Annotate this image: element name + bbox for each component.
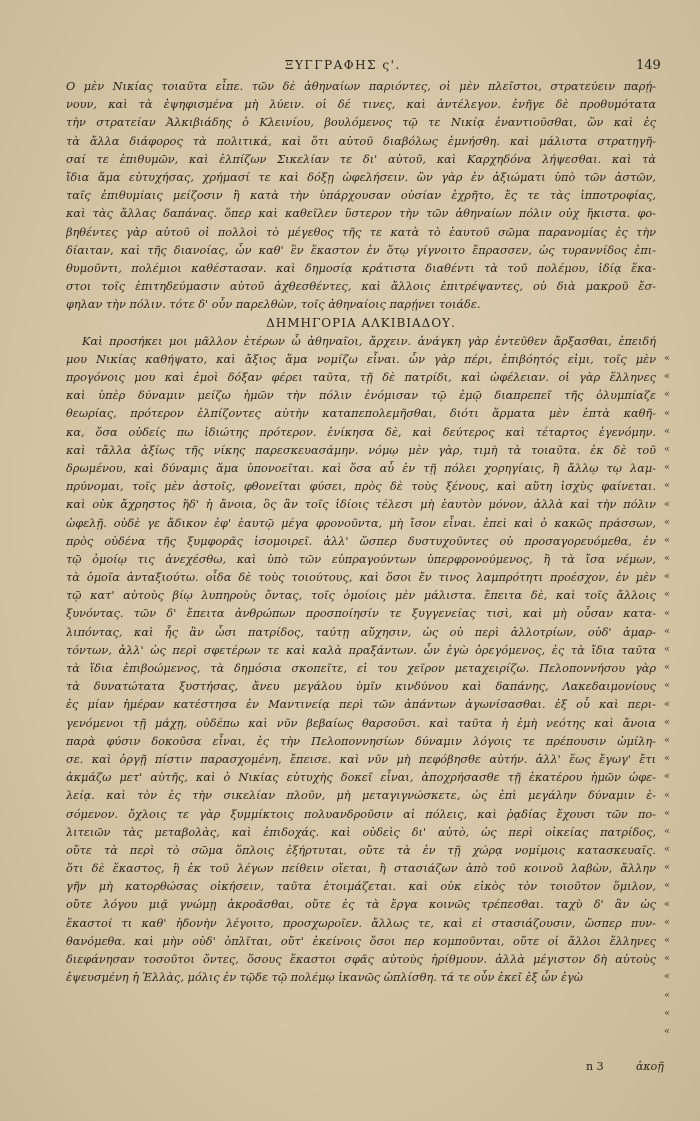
text-line: θανόμεθα. καὶ μὴν οὐδ' ὁπλῖται, οὔτ' ἐκείνοις ὅσοι περ κομποῦνται, οὔτε οἱ ἄλλοι ἕλληνες xyxy=(66,934,656,948)
margin-quotation-marks xyxy=(664,350,686,1041)
margin-quote-mark: « xyxy=(664,989,671,1001)
text-line: ἴδια ἅμα εὐτυχήσας, χρήμασί τε καὶ δόξῃ ὠφελήσειν. ὢν γὰρ ἐν ἀξιώματι ὑπὸ τῶν ἀστῶν, xyxy=(66,170,656,184)
margin-quote-mark: « xyxy=(664,844,671,856)
margin-quote-mark: « xyxy=(664,625,671,637)
text-line: δίαιταν, καὶ τῆς διανοίας, ὧν καθ' ἓν ἕκαστον ἐν ὅτῳ γίγνοιτο ἔπρασσεν, ὡς τυραννίδος ἐπι- xyxy=(66,243,656,257)
text-line: βηθέντες γὰρ αὐτοῦ οἱ πολλοὶ τὸ μέγεθος τῆς τε κατὰ τὸ ἑαυτοῦ σῶμα παρανομίας ἐς τὴν xyxy=(66,225,656,239)
text-line: διεφάνησαν τοσοῦτοι ὄντες, ὅσους ἕκαστοι σφᾶς αὐτοὺς ἠρίθμουν. ἀλλὰ μέγιστον δὴ αὐτοὺς xyxy=(66,953,656,966)
text-line: ἐψευσμένη ἡ Ἑλλὰς, μόλις ἐν τῷδε τῷ πολέμῳ ἱκανῶς ὡπλίσθη. τά τε οὖν ἐκεῖ ἐξ ὧν ἐγὼ xyxy=(66,971,584,985)
text-line: στοι τοῖς ἐπιτηδεύμασιν αὐτοῦ ἀχθεσθέντες, καὶ ἄλλοις ἐπιτρέψαντες, οὐ διὰ μακροῦ ἔσ- xyxy=(66,280,656,294)
section-heading: ΔΗΜΗΓΟΡΙΑ ΑΛΚΙΒΙΑΔΟΥ. xyxy=(266,316,456,331)
margin-quote-mark: « xyxy=(664,880,671,892)
margin-quote-mark: « xyxy=(664,935,671,946)
text-line: Καὶ προσήκει μοι μᾶλλον ἑτέρων ὦ ἀθηναῖοι, ἄρχειν. ἀνάγκη γὰρ ἐντεῦθεν ἄρξασθαι, ἐπειδή xyxy=(82,334,656,348)
page-number: 149 xyxy=(636,58,661,73)
text-line: νουν, καὶ τὰ ἐψηφισμένα μὴ λύειν. οἱ δέ τινες, καὶ ἀντέλεγον. ἐνῆγε δὲ προθυμότατα xyxy=(66,98,656,112)
text-line: τόντων, ἀλλ' ὡς περὶ σφετέρων τε καὶ καλὰ πραξάντων. ὧν ἐγὼ ὀρεγόμενος, ἐς τὰ ἴδια ταῦτα xyxy=(66,643,656,657)
text-line: γῆν μὴ κατορθώσας οἰκήσειν, ταῦτα ἑτοιμάζεται. καὶ οὐκ εἰκὸς τὸν τοιοῦτον ὅμιλον, xyxy=(66,880,656,894)
text-line: προγόνοις μου καὶ ἐμοὶ δόξαν φέρει ταῦτα, τῇ δὲ πατρίδι, καὶ ὠφέλειαν. οἱ γὰρ ἕλληνες xyxy=(66,371,656,384)
text-line: ἕκαστοί τι καθ' ἡδονὴν λέγοιτο, προσχωροῖεν. ἄλλως τε, καὶ εἰ στασιάζουσιν, ὥσπερ πυν- xyxy=(66,916,656,930)
text-line: Ο μὲν Νικίας τοιαῦτα εἶπε. τῶν δὲ ἀθηναίων παριόντες, οἱ μὲν πλεῖστοι, στρατεύειν παρῄ- xyxy=(66,80,656,93)
margin-quote-mark: « xyxy=(664,644,671,655)
text-line: ὅτι δὲ ἕκαστος, ἢ ἐκ τοῦ λέγων πείθειν οἴεται, ἢ στασιάζων ἀπὸ τοῦ κοινοῦ λαβὼν, ἄλλην xyxy=(66,862,656,876)
text-line: ἀκμάζω μετ' αὐτῆς, καὶ ὁ Νικίας εὐτυχὴς δοκεῖ εἶναι, ἀποχρήσασθε τῇ ἑκατέρου ἡμῶν ὠφε- xyxy=(66,771,656,785)
text-line: οὔτε τὰ περὶ τὸ σῶμα ὅπλοις ἐξήρτυται, οὔτε τὰ ἐν τῇ χώρᾳ νομίμοις κατασκευαῖς. xyxy=(66,843,656,857)
running-head: ΞΥΓΓΡΑΦΗΣ ς'. xyxy=(285,58,401,72)
margin-quote-mark: « xyxy=(664,825,671,837)
text-line: οὔτε λόγου μιᾷ γνώμῃ ἀκροᾶσθαι, οὔτε ἐς τὰ ἔργα κοινῶς τρέπεσθαι. ταχὺ δ' ἂν ὡς xyxy=(66,898,656,912)
margin-quote-mark: « xyxy=(664,534,671,546)
text-block xyxy=(66,78,656,987)
margin-quote-mark: « xyxy=(664,698,671,710)
text-line: ταῖς ἐπιθυμίαις μείζοσιν ἢ κατὰ τὴν ὑπάρχουσαν οὐσίαν ἐχρῆτο, ἔς τε τὰς ἱπποτροφίας, xyxy=(66,189,656,203)
text-line: σε. καὶ ὀργῇ πίστιν παρασχομένη, ἔπεισε. καὶ νῦν μὴ πεφόβησθε αὐτήν. ἀλλ' ἕως ἔγωγ' ἔτι xyxy=(66,752,656,766)
text-line: ὠφελῇ. οὐδὲ γε ἄδικον ἐφ' ἑαυτῷ μέγα φρονοῦντα, μὴ ἴσον εἶναι. ἐπεὶ καὶ ὁ κακῶς πράσσων, xyxy=(66,516,656,530)
text-line: τῷ ὁμοίῳ τις ἀνεχέσθω, καὶ ὑπὸ τῶν εὐπραγούντων ὑπερφρονούμενος, ἢ τὰ ἴσα νέμων, xyxy=(66,552,656,566)
signature-mark: n 3 xyxy=(586,1060,604,1073)
text-line: καὶ τὰς ἄλλας δαπάνας. ὅπερ καὶ καθεῖλεν ὕστερον τὴν τῶν ἀθηναίων πόλιν οὐχ ἥκιστα. φο- xyxy=(66,207,656,221)
text-line: τὰ ἄλλα διάφορος τὰ πολιτικά, καὶ ὅτι αὐτοῦ διαβόλως ἐμνήσθη. καὶ μάλιστα στρατηγῆ- xyxy=(66,134,656,148)
margin-quote-mark: « xyxy=(664,607,671,619)
margin-quote-mark: « xyxy=(664,807,671,819)
margin-quote-mark: « xyxy=(664,953,671,965)
text-line: κα, ὅσα οὐδείς πω ἰδιώτης πρότερον. ἐνίκησα δὲ, καὶ δεύτερος καὶ τέταρτος ἐγενόμην. xyxy=(66,425,656,439)
margin-quote-mark: « xyxy=(664,753,671,765)
margin-quote-mark: « xyxy=(664,589,671,601)
text-line: πρύνομαι, τοῖς μὲν ἀστοῖς, φθονεῖται φύσει, πρὸς δὲ τοὺς ξένους, καὶ αὕτη ἰσχὺς φαίνεται. xyxy=(66,480,656,494)
margin-quote-mark: « xyxy=(664,553,671,565)
margin-quote-mark: « xyxy=(664,771,671,783)
margin-quote-mark: « xyxy=(664,407,671,419)
margin-quote-mark: « xyxy=(664,389,671,401)
text-line: σόμενον. ὄχλοις τε γὰρ ξυμμίκτοις πολυανδροῦσιν αἱ πόλεις, καὶ ῥᾳδίας ἔχουσι τῶν πο- xyxy=(66,807,656,821)
margin-quote-mark: « xyxy=(664,680,671,692)
margin-quote-mark: « xyxy=(664,898,671,910)
text-line: τὰ δυνατώτατα ξυστήσας, ἄνευ μεγάλου ὑμῖν κινδύνου καὶ δαπάνης, Λακεδαιμονίους xyxy=(66,680,656,694)
margin-quote-mark: « xyxy=(664,1007,671,1019)
text-line: πρὸς οὐδένα τῆς ξυμφορᾶς ἰσομοιρεῖ. ἀλλ' ὥσπερ δυστυχοῦντες οὐ προσαγορευόμεθα, ἐν xyxy=(66,534,656,548)
text-line: τὴν στρατείαν Ἀλκιβιάδης ὁ Κλεινίου, βουλόμενος τῷ τε Νικίᾳ ἐναντιοῦσθαι, ὢν καὶ ἐς xyxy=(66,116,656,130)
text-line: μου Νικίας καθήψατο, καὶ ἄξιος ἅμα νομίζω εἶναι. ὧν γὰρ πέρι, ἐπιβόητός εἰμι, τοῖς μὲν xyxy=(66,352,656,366)
text-line: ἐς μίαν ἡμέραν κατέστησα ἐν Μαντινείᾳ περὶ τῶν ἁπάντων ἀγωνίσασθαι. ἐξ οὗ καὶ περι- xyxy=(66,698,656,712)
text-line: δρωμένου, καὶ δύναμις ἅμα ὑπονοεῖται. καὶ ὅσα αὖ ἐν τῇ πόλει χορηγίαις, ἢ ἄλλῳ τῳ λαμ- xyxy=(66,461,656,475)
margin-quote-mark: « xyxy=(664,734,671,746)
margin-quote-mark: « xyxy=(664,916,671,928)
margin-quote-mark: « xyxy=(664,971,671,983)
text-line: ξυνόντας. τῶν δ' ἔπειτα ἀνθρώπων προσποίησίν τε ξυγγενείας τισὶ, καὶ μὴ οὖσαν κατα- xyxy=(66,607,656,621)
margin-quote-mark: « xyxy=(664,462,671,474)
text-line: λιτειῶν τὰς μεταβολὰς, καὶ ἐπιδοχάς. καὶ οὐδεὶς δι' αὐτὸ, ὡς περὶ οἰκείας πατρίδος, xyxy=(66,825,656,839)
margin-quote-mark: « xyxy=(664,480,671,492)
margin-quote-mark: « xyxy=(664,516,671,528)
text-line: τὰ ἴδια ἐπιβοώμενος, τὰ δημόσια σκοπεῖτε, εἰ του χεῖρον μεταχειρίζω. Πελοποννήσου γὰρ xyxy=(66,662,656,675)
text-line: τὰ ὁμοῖα ἀνταξιούτω. οἶδα δὲ τοὺς τοιούτους, καὶ ὅσοι ἔν τινος λαμπρότητι προέσχον, ἐν μὲν xyxy=(66,571,656,585)
text-line: φηλαν τὴν πόλιν. τότε δ' οὖν παρελθὼν, τοῖς ἀθηναίοις παρῄνει τοιάδε. xyxy=(66,298,481,312)
margin-quote-mark: « xyxy=(664,1025,671,1037)
margin-quote-mark: « xyxy=(664,789,671,801)
text-line: καὶ τἄλλα ἀξίως τῆς νίκης παρεσκευασάμην. νόμῳ μὲν γὰρ, τιμὴ τὰ τοιαῦτα. ἐκ δὲ τοῦ xyxy=(66,443,656,457)
margin-quote-mark: « xyxy=(664,571,671,583)
margin-quote-mark: « xyxy=(664,353,671,364)
text-line: θυμοῦντι, πολέμιοι καθέστασαν. καὶ δημοσίᾳ κράτιστα διαθέντι τὰ τοῦ πολέμου, ἰδίᾳ ἕκα- xyxy=(66,261,656,275)
margin-quote-mark: « xyxy=(664,371,671,383)
margin-quote-mark: « xyxy=(664,443,671,455)
text-line: θεωρίας, πρότερον ἐλπίζοντες αὐτὴν καταπεπολεμῆσθαι, διότι ἅρματα μὲν ἑπτὰ καθῆ- xyxy=(66,407,656,421)
text-line: γενόμενοι τῇ μάχῃ, οὐδέπω καὶ νῦν βεβαίως θαρσοῦσι. καὶ ταῦτα ἡ ἐμὴ νεότης καὶ ἄνοια xyxy=(66,716,656,730)
text-line: παρὰ φύσιν δοκοῦσα εἶναι, ἐς τὴν Πελοποννησίων δύναμιν λόγοις τε πρέπουσιν ὡμίλη- xyxy=(66,734,656,748)
catchword: ἀκοῇ xyxy=(636,1060,664,1073)
text-line: καὶ ὑπὲρ δύναμιν μείζω ἡμῶν τὴν πόλιν ἐνόμισαν τῷ ἐμῷ διαπρεπεῖ τῆς ὀλυμπίαζε xyxy=(66,389,656,403)
text-line: λιπόντας, καὶ ἧς ἂν ὦσι πατρίδος, ταύτῃ αὔχησιν, ὡς οὐ περὶ ἀλλοτρίων, οὐδ' ἁμαρ- xyxy=(66,625,656,639)
margin-quote-mark: « xyxy=(664,716,671,728)
text-line: σαί τε ἐπιθυμῶν, καὶ ἐλπίζων Σικελίαν τε δι' αὐτοῦ, καὶ Καρχηδόνα λήψεσθαι. καὶ τὰ xyxy=(66,152,656,166)
margin-quote-mark: « xyxy=(664,498,671,510)
margin-quote-mark: « xyxy=(664,425,671,437)
text-line: καὶ οὐκ ἄχρηστος ἥδ' ἡ ἄνοια, ὃς ἂν τοῖς ἰδίοις τέλεσι μὴ ἑαυτὸν μόνον, ἀλλὰ καὶ τὴν πόλιν xyxy=(66,498,656,512)
text-line: λείᾳ. καὶ τὸν ἐς τὴν σικελίαν πλοῦν, μὴ μεταγιγνώσκετε, ὡς ἐπὶ μεγάλην δύναμιν ἐ- xyxy=(66,789,656,803)
margin-quote-mark: « xyxy=(664,662,671,674)
margin-quote-mark: « xyxy=(664,862,671,874)
text-line: τῷ κατ' αὐτοὺς βίῳ λυπηροὺς ὄντας, τοῖς ὁμοίοις μὲν μάλιστα. ἔπειτα δὲ, καὶ τοῖς ἄλλοις xyxy=(66,589,656,603)
